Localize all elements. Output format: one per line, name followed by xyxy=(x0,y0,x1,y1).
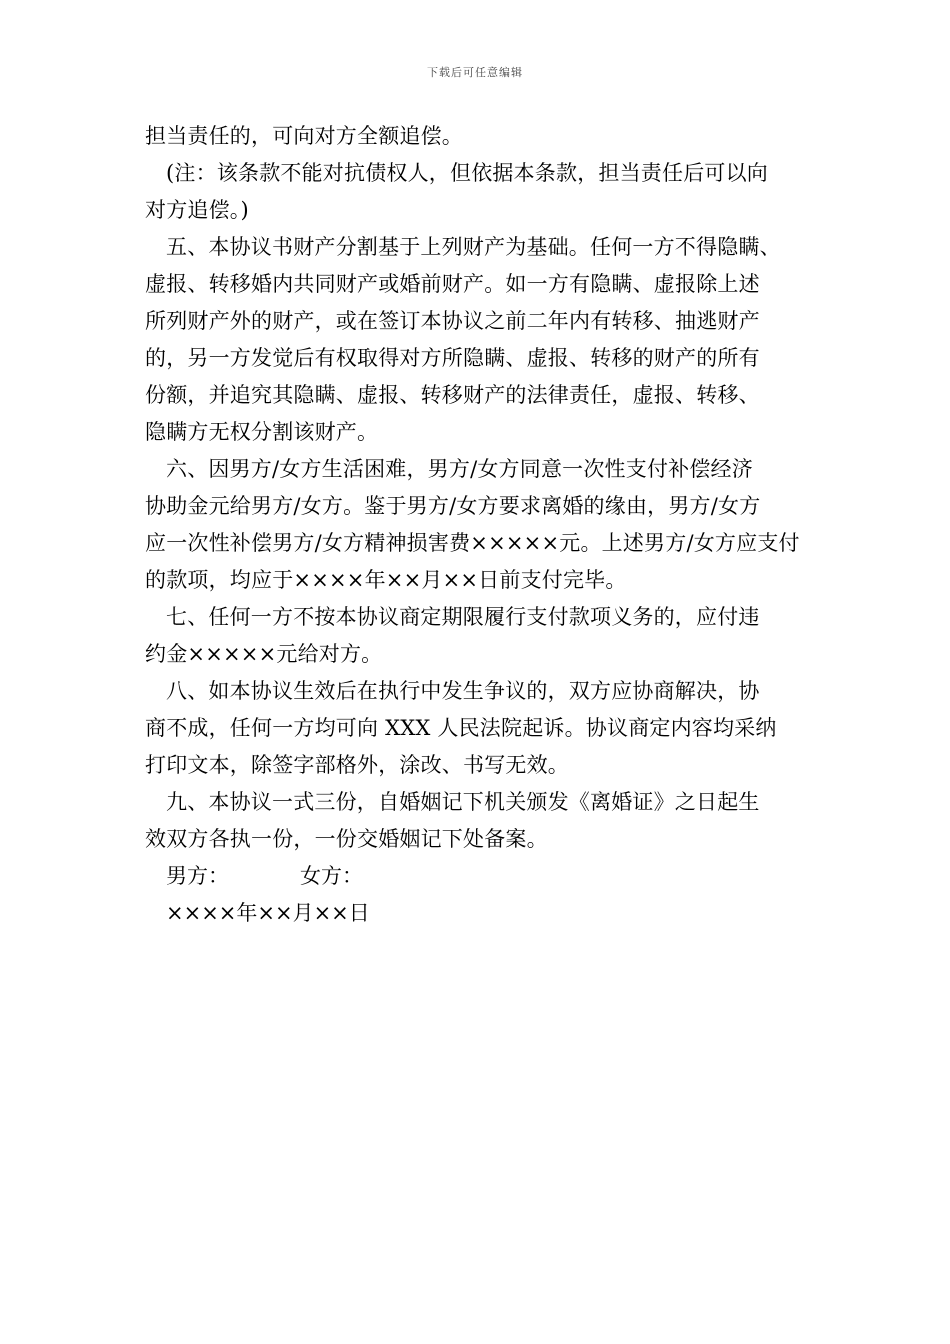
text-line: (注：该条款不能对抗债权人，但依据本条款，担当责任后可以向 xyxy=(166,161,768,185)
text-line: 商不成，任何一方均可向 XXX 人民法院起诉。协议商定内容均采纳 xyxy=(145,716,777,740)
text-line: 的，另一方发觉后有权取得对方所隐瞒、虚报、转移的财产的所有 xyxy=(145,346,760,370)
page-header-note: 下载后可任意编辑 xyxy=(427,66,523,79)
text-line: 隐瞒方无权分割该财产。 xyxy=(145,420,379,444)
text-line: 八、如本协议生效后在执行中发生争议的，双方应协商解决，协 xyxy=(166,679,760,703)
text-line: 协助金元给男方/女方。鉴于男方/女方要求离婚的缘由，男方/女方 xyxy=(145,494,761,518)
text-line: 应一次性补偿男方/女方精神损害费×××××元。上述男方/女方应支付 xyxy=(145,531,800,555)
male-signature-label: 男方： xyxy=(166,864,229,888)
text-line: 所列财产外的财产，或在签订本协议之前二年内有转移、抽逃财产 xyxy=(145,309,760,333)
text-line: 约金×××××元给对方。 xyxy=(145,642,383,666)
signature-date: ××××年××月××日 xyxy=(166,901,370,925)
text-line: 五、本协议书财产分割基于上列财产为基础。任何一方不得隐瞒、 xyxy=(166,235,781,259)
text-line: 对方追偿。) xyxy=(145,198,249,222)
document-body xyxy=(145,118,810,932)
text-line: 的款项，均应于××××年××月××日前支付完毕。 xyxy=(145,568,627,592)
text-line: 效双方各执一份，一份交婚姻记下处备案。 xyxy=(145,827,548,851)
text-line: 打印文本，除签字部格外，涂改、书写无效。 xyxy=(145,753,569,777)
text-line: 份额，并追究其隐瞒、虚报、转移财产的法律责任，虚报、转移、 xyxy=(145,383,760,407)
text-line: 担当责任的，可向对方全额追偿。 xyxy=(145,124,463,148)
female-signature-label: 女方： xyxy=(300,864,363,888)
text-line: 六、因男方/女方生活困难，男方/女方同意一次性支付补偿经济 xyxy=(166,457,753,481)
text-line: 九、本协议一式三份，自婚姻记下机关颁发《离婚证》之日起生 xyxy=(166,790,760,814)
text-line: 七、任何一方不按本协议商定期限履行支付款项义务的，应付违 xyxy=(166,605,760,629)
signature-row xyxy=(145,858,810,895)
text-line: 虚报、转移婚内共同财产或婚前财产。如一方有隐瞒、虚报除上述 xyxy=(145,272,760,296)
